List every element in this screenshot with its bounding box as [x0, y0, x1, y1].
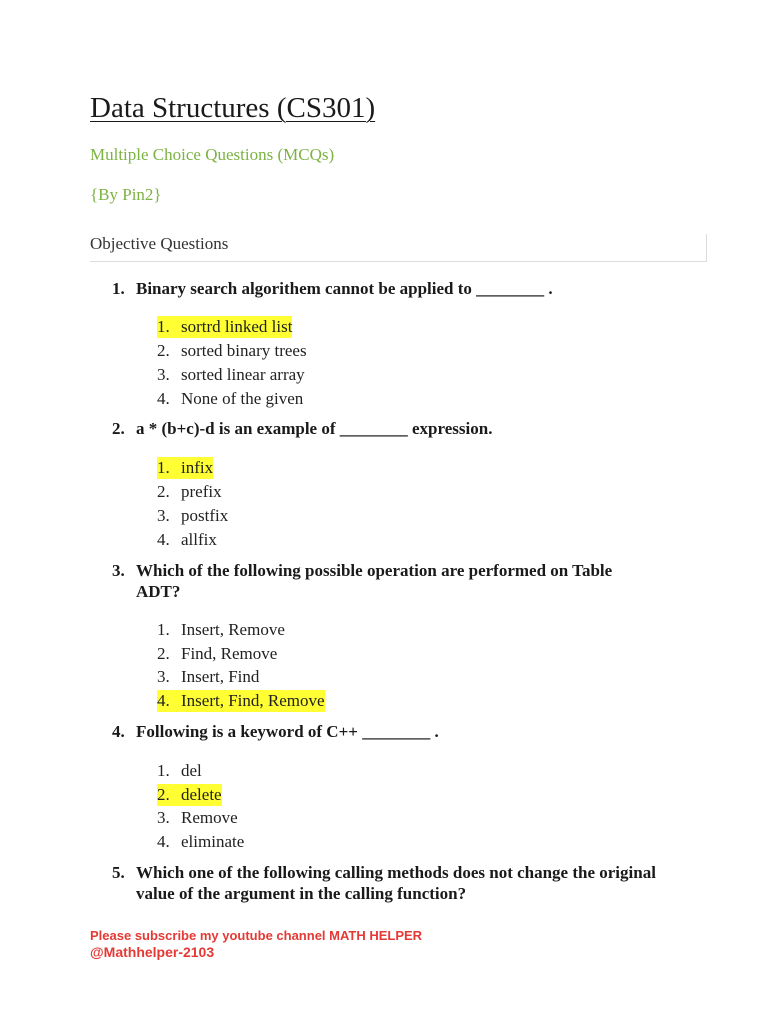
- option-1-4: [157, 388, 303, 410]
- option-number: 2.: [157, 644, 170, 663]
- option-number: 2.: [157, 785, 170, 804]
- question-text: [136, 862, 656, 904]
- option-text: Insert, Find, Remove: [181, 691, 325, 710]
- option-2-4: [157, 529, 217, 551]
- highlighted-answer: [157, 316, 292, 338]
- option-text: prefix: [181, 482, 222, 501]
- option-text: postfix: [181, 506, 229, 525]
- question-text-line-2: ADT?: [136, 582, 181, 601]
- option-4-2: [157, 784, 222, 806]
- subscribe-notice: Please subscribe my youtube channel MATH HELPER: [90, 928, 423, 943]
- option-text: delete: [181, 785, 222, 804]
- option-2-3: [157, 505, 228, 527]
- option-number: 3.: [157, 506, 170, 525]
- document-subtitle: Multiple Choice Questions (MCQs): [90, 145, 335, 164]
- question-5: [112, 862, 692, 904]
- option-text: eliminate: [181, 832, 245, 851]
- option-number: 3.: [157, 667, 170, 686]
- question-text: Following is a keyword of C++ ________ .: [136, 722, 439, 741]
- option-2-1: [157, 457, 213, 479]
- option-1-2: [157, 340, 307, 362]
- option-3-1: [157, 619, 285, 641]
- question-text: a * (b+c)-d is an example of ________ expression.: [136, 419, 493, 438]
- channel-handle: @Mathhelper-2103: [90, 944, 215, 960]
- option-4-4: [157, 831, 244, 853]
- question-2: [112, 418, 692, 439]
- option-number: 4.: [157, 530, 170, 549]
- option-number: 1.: [157, 458, 170, 477]
- option-number: 1.: [157, 620, 170, 639]
- question-text: Binary search algorithem cannot be applied to ________ .: [136, 279, 553, 298]
- question-number: 1.: [112, 279, 125, 298]
- option-text: None of the given: [181, 389, 304, 408]
- option-text: del: [181, 761, 202, 780]
- option-text: Insert, Find: [181, 667, 260, 686]
- option-2-2: [157, 481, 222, 503]
- option-text: sortrd linked list: [181, 317, 293, 336]
- option-text: allfix: [181, 530, 217, 549]
- option-1-1: [157, 316, 292, 338]
- option-text: Insert, Remove: [181, 620, 285, 639]
- option-number: 4.: [157, 691, 170, 710]
- highlighted-answer: [157, 690, 325, 712]
- option-number: 1.: [157, 317, 170, 336]
- option-text: sorted linear array: [181, 365, 305, 384]
- highlighted-answer: [157, 457, 213, 479]
- option-3-3: [157, 666, 259, 688]
- option-3-2: [157, 643, 277, 665]
- question-number: 4.: [112, 722, 125, 741]
- option-number: 4.: [157, 389, 170, 408]
- option-3-4: [157, 690, 325, 712]
- question-text-line-1: Which of the following possible operation are performed on Table: [136, 561, 613, 580]
- section-heading: Objective Questions: [90, 234, 707, 262]
- question-number: 2.: [112, 419, 125, 438]
- option-4-3: [157, 807, 238, 829]
- question-text: [136, 560, 612, 602]
- author-credit: {By Pin2}: [90, 185, 162, 204]
- option-text: Remove: [181, 808, 238, 827]
- option-number: 1.: [157, 761, 170, 780]
- option-text: sorted binary trees: [181, 341, 307, 360]
- question-1: [112, 278, 692, 299]
- option-number: 2.: [157, 341, 170, 360]
- option-number: 3.: [157, 365, 170, 384]
- option-1-3: [157, 364, 305, 386]
- question-3: [112, 560, 692, 602]
- question-number: 5.: [112, 863, 125, 882]
- option-number: 3.: [157, 808, 170, 827]
- option-text: Find, Remove: [181, 644, 278, 663]
- question-text-line-2: value of the argument in the calling function?: [136, 884, 467, 903]
- document-title: Data Structures (CS301): [90, 92, 376, 124]
- option-number: 2.: [157, 482, 170, 501]
- option-4-1: [157, 760, 202, 782]
- highlighted-answer: [157, 784, 222, 806]
- question-4: [112, 721, 692, 742]
- option-text: infix: [181, 458, 214, 477]
- option-number: 4.: [157, 832, 170, 851]
- question-number: 3.: [112, 561, 125, 580]
- question-text-line-1: Which one of the following calling methods does not change the original: [136, 863, 656, 882]
